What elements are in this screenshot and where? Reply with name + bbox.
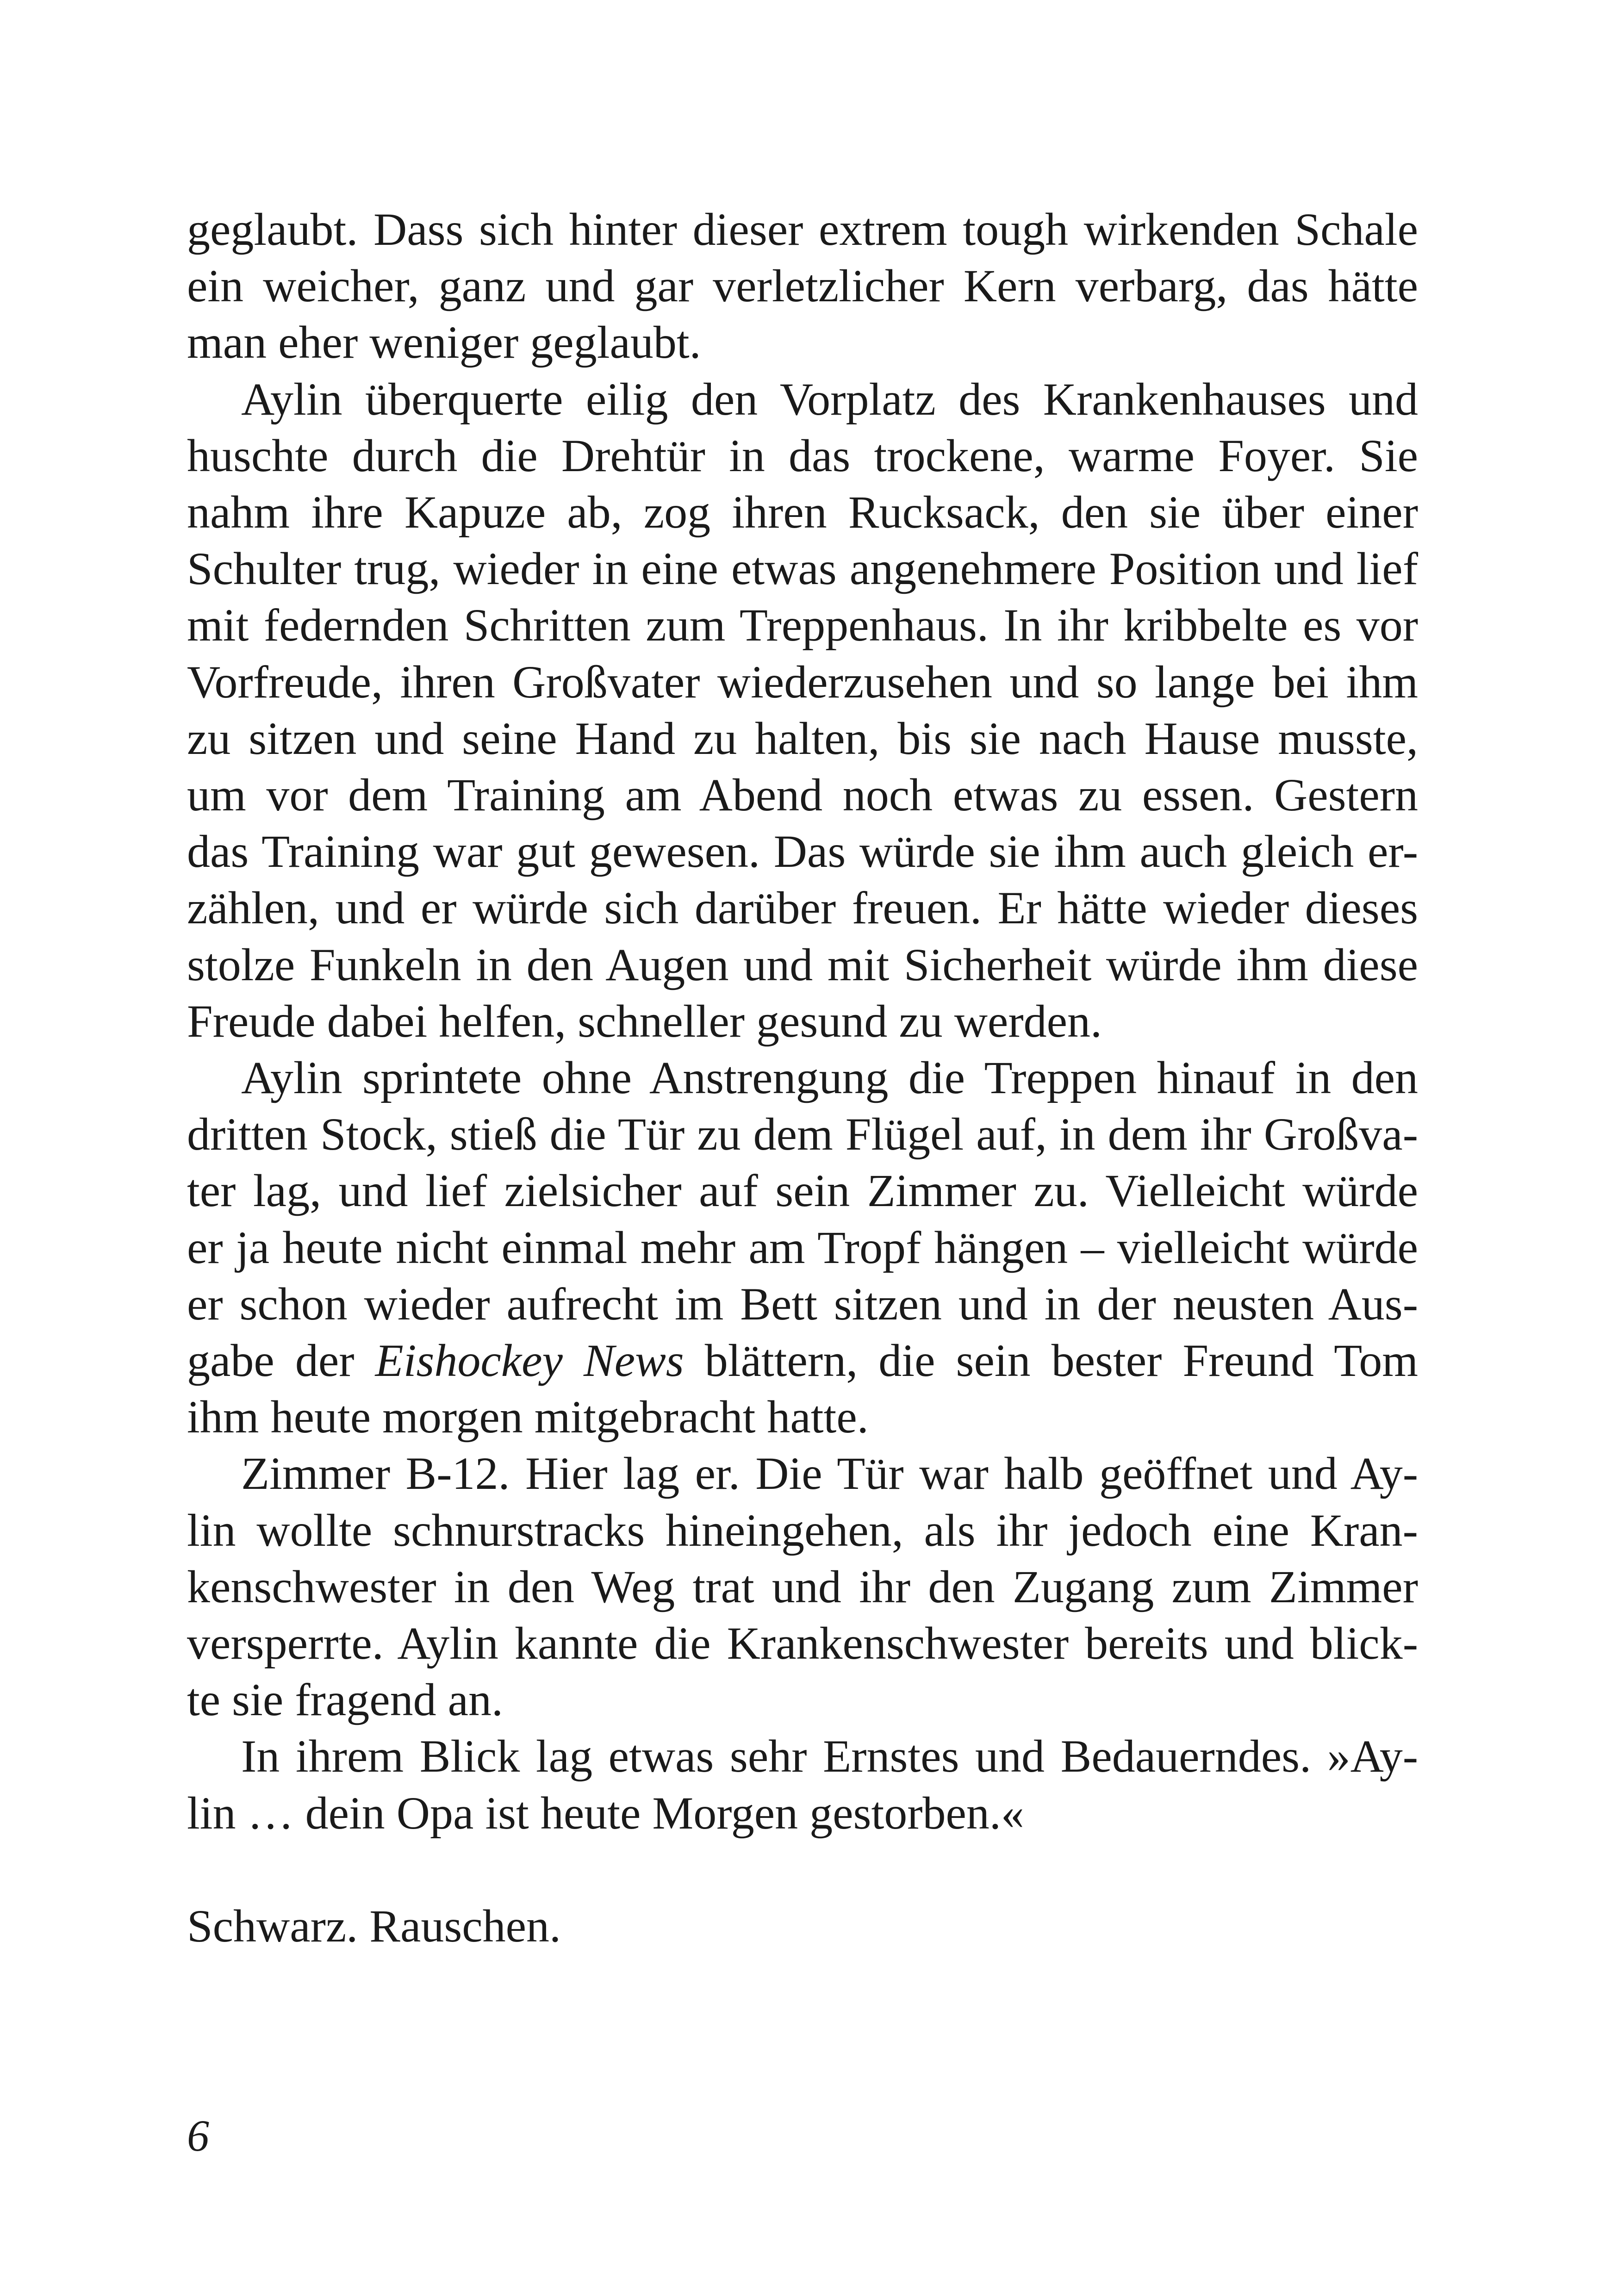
text-line: lin … dein Opa ist heute Morgen gestorben.« (187, 1787, 1024, 1839)
text-line-mixed (187, 1332, 1418, 1389)
text-run: blättern, die sein bester Freund Tom (704, 1335, 1418, 1387)
text-run: gabe der (187, 1335, 355, 1387)
text-line: das Training war gut gewesen. Das würde sie ihm auch gleich er- (187, 826, 1418, 877)
text-line: te sie fragend an. (187, 1674, 504, 1726)
text-line: versperrte. Aylin kannte die Krankenschwester bereits und blick- (187, 1618, 1418, 1669)
text-line: geglaubt. Dass sich hinter dieser extrem tough wirkenden Schale (187, 204, 1418, 255)
text-line: kenschwester in den Weg trat und ihr den Zugang zum Zimmer (187, 1561, 1418, 1612)
text-line: Aylin überquerte eilig den Vorplatz des Krankenhauses und (241, 373, 1418, 425)
text-line: ter lag, und lief zielsicher auf sein Zimmer zu. Vielleicht würde (187, 1165, 1418, 1217)
text-line: er ja heute nicht einmal mehr am Tropf hängen – vielleicht würde (187, 1221, 1418, 1273)
text-line: huschte durch die Drehtür in das trockene, warme Foyer. Sie (187, 429, 1418, 481)
text-line: zählen, und er würde sich darüber freuen. Er hätte wieder dieses (187, 882, 1418, 934)
text-line: um vor dem Training am Abend noch etwas zu essen. Gestern (187, 769, 1418, 821)
text-line: ein weicher, ganz und gar verletzlicher Kern verbarg, das hätte (187, 260, 1418, 312)
page-number: 6 (187, 2111, 209, 2160)
text-line: stolze Funkeln in den Augen und mit Sicherheit würde ihm diese (187, 939, 1418, 990)
text-line: ihm heute morgen mitgebracht hatte. (187, 1391, 869, 1443)
text-line: nahm ihre Kapuze ab, zog ihren Rucksack, den sie über einer (187, 486, 1418, 538)
text-line: er schon wieder aufrecht im Bett sitzen und in der neusten Aus- (187, 1278, 1418, 1330)
text-line: man eher weniger geglaubt. (187, 317, 701, 368)
scene-break (187, 1842, 1418, 1898)
magazine-title: Eishockey News (375, 1335, 684, 1387)
body-text (187, 201, 1418, 1954)
paragraph-3 (187, 1050, 1418, 1445)
paragraph-2 (187, 371, 1418, 1050)
text-line: Schulter trug, wieder in eine etwas angenehmere Position und lief (187, 543, 1418, 595)
text-line: zu sitzen und seine Hand zu halten, bis sie nach Hause musste, (187, 712, 1418, 764)
text-line: dritten Stock, stieß die Tür zu dem Flügel auf, in dem ihr Großva- (187, 1108, 1418, 1160)
paragraph-5 (187, 1728, 1418, 1841)
text-line: In ihrem Blick lag etwas sehr Ernstes und Bedauerndes. »Ay- (241, 1730, 1418, 1782)
text-line: Freude dabei helfen, schneller gesund zu werden. (187, 995, 1102, 1047)
paragraph-4 (187, 1445, 1418, 1728)
text-line: mit federnden Schritten zum Treppenhaus. In ihr kribbelte es vor (187, 599, 1418, 651)
text-line: Schwarz. Rauschen. (187, 1900, 561, 1952)
paragraph-1 (187, 201, 1418, 371)
paragraph-6 (187, 1898, 1418, 1954)
text-line: Aylin sprintete ohne Anstrengung die Treppen hinauf in den (241, 1052, 1418, 1104)
text-line: Zimmer B-12. Hier lag er. Die Tür war halb geöffnet und Ay- (241, 1448, 1418, 1500)
text-line: lin wollte schnurstracks hineingehen, als ihr jedoch eine Kran- (187, 1504, 1418, 1556)
text-line: Vorfreude, ihren Großvater wiederzusehen und so lange bei ihm (187, 656, 1418, 708)
